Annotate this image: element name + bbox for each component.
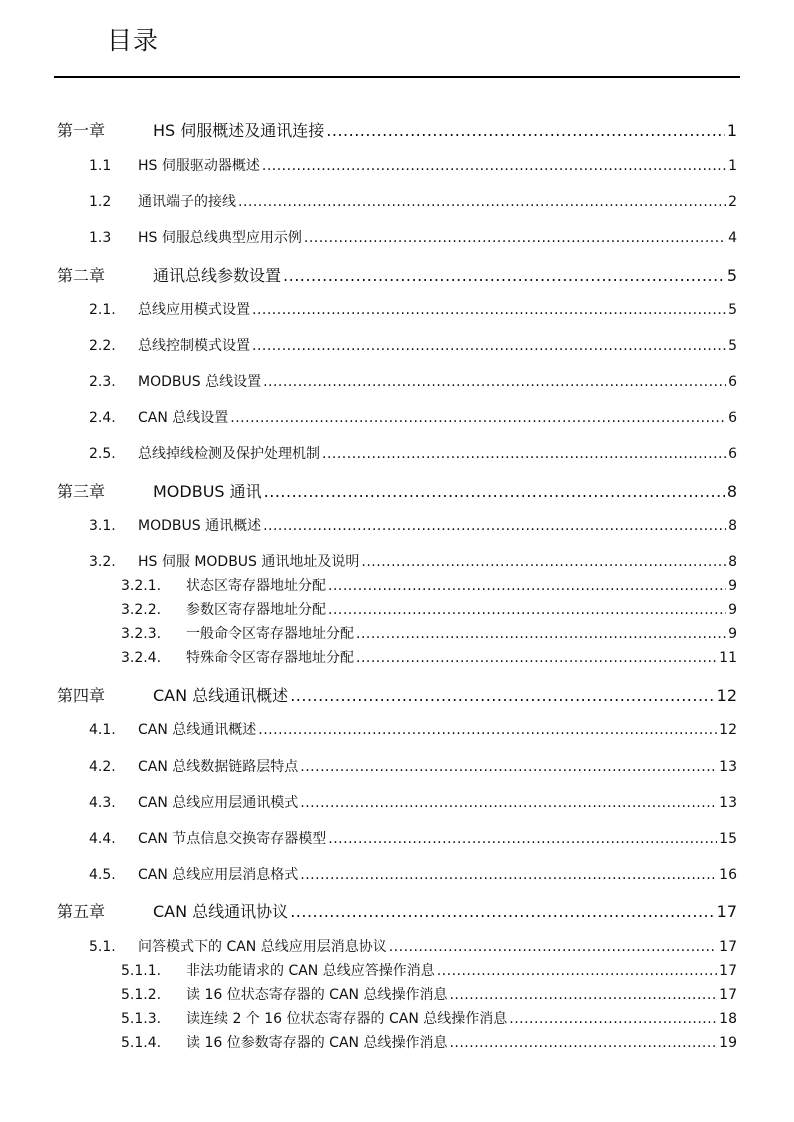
dot-leader: [290, 902, 714, 921]
toc-entry-number: 4.5.: [89, 867, 116, 883]
toc-entry-number: 3.2.2.: [121, 602, 162, 618]
toc-entry-page: 19: [719, 1035, 737, 1051]
dot-leader: [449, 1035, 717, 1051]
toc-entry-title: 读 16 位参数寄存器的 CAN 总线操作消息: [186, 1035, 448, 1051]
dot-leader: [262, 158, 726, 174]
toc-entry-number: 2.1.: [89, 302, 116, 318]
toc-entry-page: 15: [719, 831, 737, 847]
toc-entry-ch3[interactable]: [57, 479, 737, 502]
toc-entry-3-1[interactable]: [89, 515, 737, 535]
toc-entry-3-2-1[interactable]: [121, 575, 737, 595]
dot-leader: [322, 446, 726, 462]
dot-leader: [300, 759, 717, 775]
toc-entry-number: 3.2.1.: [121, 578, 162, 594]
toc-entry-page: 9: [728, 602, 737, 618]
toc-entry-ch2[interactable]: [57, 263, 737, 286]
toc-entry-number: 1.2: [89, 194, 112, 210]
toc-entry-page: 9: [728, 626, 737, 642]
toc-entry-title: CAN 总线数据链路层特点: [138, 759, 299, 775]
toc-entry-page: 16: [719, 867, 737, 883]
toc-entry-page: 17: [719, 987, 737, 1003]
dot-leader: [264, 482, 725, 501]
toc-entry-title: CAN 总线通讯概述: [153, 686, 289, 705]
dot-leader: [283, 266, 725, 285]
toc-entry-number: 第四章: [57, 686, 106, 705]
toc-entry-4-3[interactable]: [89, 792, 737, 812]
toc-entry-title: HS 伺服总线典型应用示例: [138, 230, 302, 246]
toc-entry-number: 第一章: [57, 121, 106, 140]
dot-leader: [356, 650, 717, 666]
toc-entry-number: 4.4.: [89, 831, 116, 847]
toc-entry-number: 2.2.: [89, 338, 116, 354]
dot-leader: [328, 578, 726, 594]
toc-entry-3-2-3[interactable]: [121, 623, 737, 643]
toc-entry-title: HS 伺服 MODBUS 通讯地址及说明: [138, 554, 360, 570]
toc-entry-page: 1: [726, 121, 737, 140]
toc-entry-number: 第五章: [57, 902, 106, 921]
toc-entry-page: 6: [728, 374, 737, 390]
toc-entry-page: 13: [719, 759, 737, 775]
title-divider: [54, 76, 740, 78]
dot-leader: [263, 518, 726, 534]
toc-entry-page: 6: [728, 446, 737, 462]
toc-entry-number: 4.2.: [89, 759, 116, 775]
toc-entry-page: 2: [728, 194, 737, 210]
dot-leader: [356, 626, 726, 642]
toc-entry-3-2-2[interactable]: [121, 599, 737, 619]
toc-entry-number: 1.1: [89, 158, 112, 174]
toc-entry-number: 2.3.: [89, 374, 116, 390]
toc-entry-title: CAN 总线通讯协议: [153, 902, 289, 921]
toc-entry-title: CAN 总线通讯概述: [138, 722, 257, 738]
toc-entry-page: 8: [728, 554, 737, 570]
toc-entry-title: 总线控制模式设置: [138, 338, 250, 354]
toc-entry-page: 17: [716, 902, 737, 921]
toc-entry-number: 5.1.: [89, 939, 116, 955]
toc-entry-number: 4.1.: [89, 722, 116, 738]
dot-leader: [328, 831, 717, 847]
dot-leader: [361, 554, 726, 570]
toc-entry-page: 4: [728, 230, 737, 246]
toc-entry-number: 4.3.: [89, 795, 116, 811]
toc-entry-number: 1.3: [89, 230, 112, 246]
toc-entry-number: 3.2.: [89, 554, 116, 570]
toc-entry-5-1-1[interactable]: [121, 960, 737, 980]
toc-entry-1-1[interactable]: [89, 155, 737, 175]
toc-entry-title: 问答模式下的 CAN 总线应用层消息协议: [138, 939, 387, 955]
toc-entry-4-5[interactable]: [89, 864, 737, 884]
toc-entry-page: 8: [726, 482, 737, 501]
toc-entry-page: 5: [726, 266, 737, 285]
dot-leader: [258, 722, 717, 738]
toc-entry-number: 5.1.4.: [121, 1035, 162, 1051]
toc-entry-title: 非法功能请求的 CAN 总线应答操作消息: [186, 963, 435, 979]
dot-leader: [252, 338, 726, 354]
toc-entry-2-3[interactable]: [89, 371, 737, 391]
toc-entry-number: 3.1.: [89, 518, 116, 534]
toc-entry-title: 读 16 位状态寄存器的 CAN 总线操作消息: [186, 987, 448, 1003]
toc-entry-title: 状态区寄存器地址分配: [186, 578, 326, 594]
toc-entry-2-5[interactable]: [89, 443, 737, 463]
toc-entry-page: 5: [728, 338, 737, 354]
toc-entry-page: 17: [719, 939, 737, 955]
toc-entry-1-3[interactable]: [89, 227, 737, 247]
toc-entry-4-2[interactable]: [89, 756, 737, 776]
toc-entry-1-2[interactable]: [89, 191, 737, 211]
dot-leader: [300, 867, 717, 883]
toc-entry-2-4[interactable]: [89, 407, 737, 427]
dot-leader: [326, 121, 725, 140]
dot-leader: [263, 374, 726, 390]
dot-leader: [300, 795, 717, 811]
toc-entry-number: 5.1.1.: [121, 963, 162, 979]
toc-entry-title: MODBUS 通讯: [153, 482, 262, 501]
toc-entry-3-2[interactable]: [89, 551, 737, 571]
toc-entry-2-1[interactable]: [89, 299, 737, 319]
toc-entry-title: 通讯端子的接线: [138, 194, 236, 210]
toc-entry-number: 第二章: [57, 266, 106, 285]
dot-leader: [238, 194, 726, 210]
toc-entry-title: 读连续 2 个 16 位状态寄存器的 CAN 总线操作消息: [186, 1011, 508, 1027]
toc-entry-5-1-2[interactable]: [121, 984, 737, 1004]
toc-entry-page: 11: [719, 650, 737, 666]
dot-leader: [389, 939, 717, 955]
toc-entry-5-1-3[interactable]: [121, 1008, 737, 1028]
dot-leader: [290, 686, 714, 705]
dot-leader: [437, 963, 717, 979]
toc-entry-title: 特殊命令区寄存器地址分配: [186, 650, 354, 666]
toc-entry-page: 1: [728, 158, 737, 174]
toc-entry-4-1[interactable]: [89, 719, 737, 739]
dot-leader: [304, 230, 726, 246]
toc-entry-page: 17: [719, 963, 737, 979]
toc-entry-number: 2.5.: [89, 446, 116, 462]
toc-entry-title: 通讯总线参数设置: [153, 266, 282, 285]
toc-entry-number: 3.2.3.: [121, 626, 162, 642]
toc-entry-number: 5.1.3.: [121, 1011, 162, 1027]
toc-entry-page: 9: [728, 578, 737, 594]
toc-entry-number: 2.4.: [89, 410, 116, 426]
toc-entry-page: 18: [719, 1011, 737, 1027]
toc-entry-number: 5.1.2.: [121, 987, 162, 1003]
toc-entry-title: 总线掉线检测及保护处理机制: [138, 446, 320, 462]
toc-entry-title: 一般命令区寄存器地址分配: [186, 626, 354, 642]
toc-entry-2-2[interactable]: [89, 335, 737, 355]
toc-entry-page: 12: [716, 686, 737, 705]
toc-entry-page: 8: [728, 518, 737, 534]
toc-entry-number: 3.2.4.: [121, 650, 162, 666]
toc-entry-3-2-4[interactable]: [121, 647, 737, 667]
toc-entry-title: 参数区寄存器地址分配: [186, 602, 326, 618]
dot-leader: [509, 1011, 717, 1027]
toc-entry-title: MODBUS 总线设置: [138, 374, 262, 390]
page-title: 目录: [107, 26, 160, 55]
toc-entry-title: CAN 总线应用层消息格式: [138, 867, 299, 883]
toc-entry-page: 6: [728, 410, 737, 426]
dot-leader: [252, 302, 726, 318]
toc-entry-title: CAN 总线设置: [138, 410, 229, 426]
toc-entry-title: 总线应用模式设置: [138, 302, 250, 318]
toc-entry-ch1[interactable]: [57, 118, 737, 141]
dot-leader: [230, 410, 726, 426]
dot-leader: [328, 602, 726, 618]
toc-entry-ch5[interactable]: [57, 899, 737, 922]
toc-entry-title: CAN 总线应用层通讯模式: [138, 795, 299, 811]
toc-entry-title: HS 伺服概述及通讯连接: [153, 121, 325, 140]
toc-entry-5-1-4[interactable]: [121, 1032, 737, 1052]
toc-entry-page: 12: [719, 722, 737, 738]
toc-entry-title: CAN 节点信息交换寄存器模型: [138, 831, 327, 847]
toc-entry-page: 13: [719, 795, 737, 811]
toc-entry-ch4[interactable]: [57, 683, 737, 706]
toc-entry-title: MODBUS 通讯概述: [138, 518, 262, 534]
toc-entry-5-1[interactable]: [89, 936, 737, 956]
toc-entry-title: HS 伺服驱动器概述: [138, 158, 260, 174]
toc-entry-number: 第三章: [57, 482, 106, 501]
toc-entry-4-4[interactable]: [89, 828, 737, 848]
dot-leader: [449, 987, 717, 1003]
toc-entry-page: 5: [728, 302, 737, 318]
